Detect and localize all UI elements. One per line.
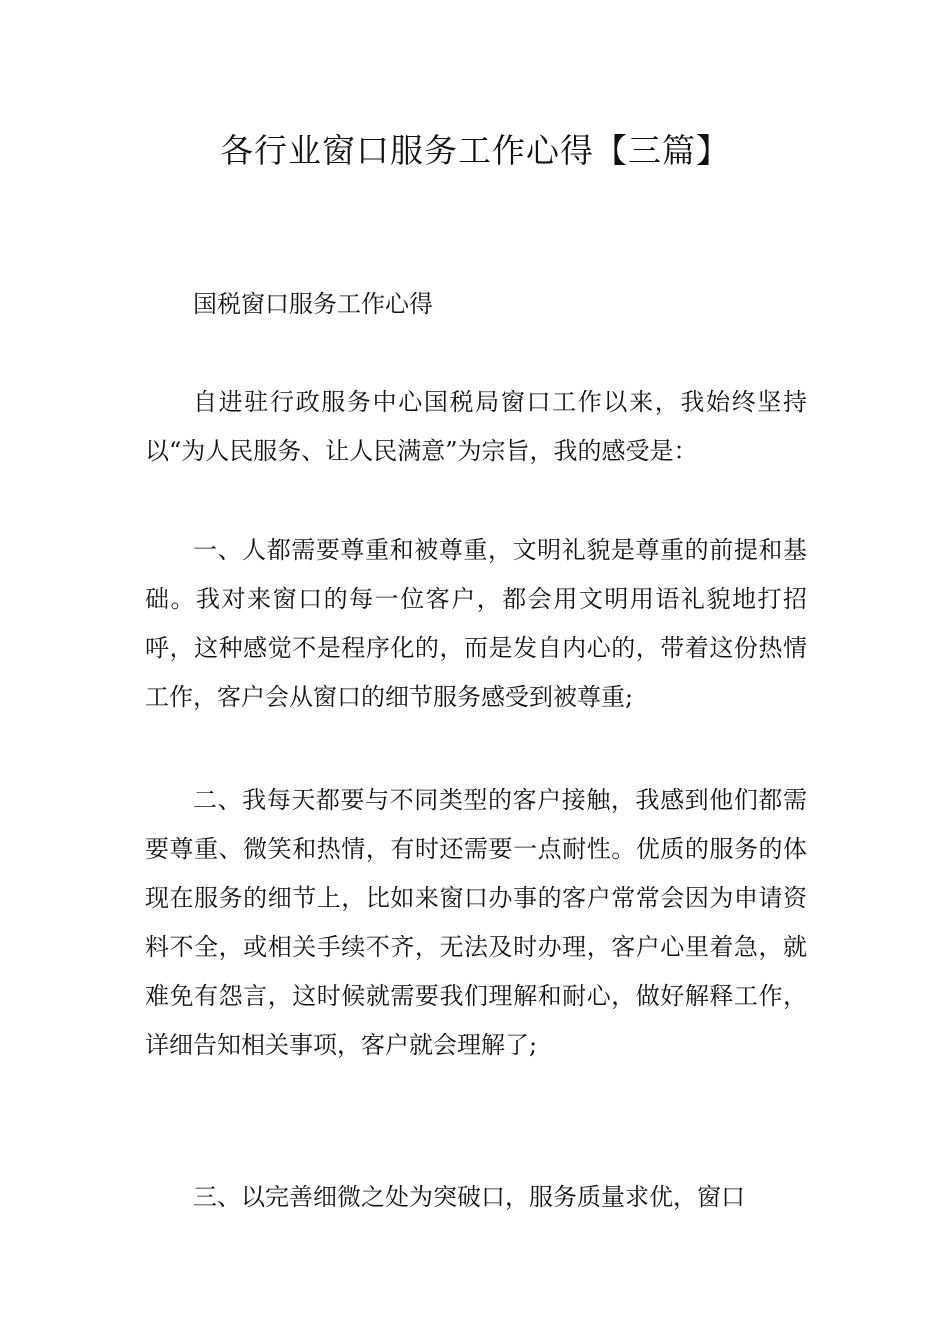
paragraph-point-one: 一、人都需要尊重和被尊重，文明礼貌是尊重的前提和基础。我对来窗口的每一位客户，都会用文明用语礼貌地打招呼，这种感觉不是程序化的，而是发自内心的，带着这份热情工作，客户会从窗口的细节服务感受到被尊重; [145,536,807,711]
paragraph-point-two: 二、我每天都要与不同类型的客户接触，我感到他们都需要尊重、微笑和热情，有时还需要一点耐性。优质的服务的体现在服务的细节上，比如来窗口办事的客户常常会因为申请资料不全，或相关手续不齐，无法及时办理，客户心里着急，就难免有怨言，这时候就需要我们理解和耐心，做好解释工作，详细告知相关事项，客户就会理解了; [145,786,807,1059]
paragraph-intro: 自进驻行政服务中心国税局窗口工作以来，我始终坚持以“为人民服务、让人民满意”为宗旨，我的感受是： [145,388,807,465]
document-title: 各行业窗口服务工作心得【三篇】 [220,131,730,170]
section-heading: 国税窗口服务工作心得 [193,290,433,318]
paragraph-point-three: 三、以完善细微之处为突破口，服务质量求优，窗口 [193,1183,745,1211]
